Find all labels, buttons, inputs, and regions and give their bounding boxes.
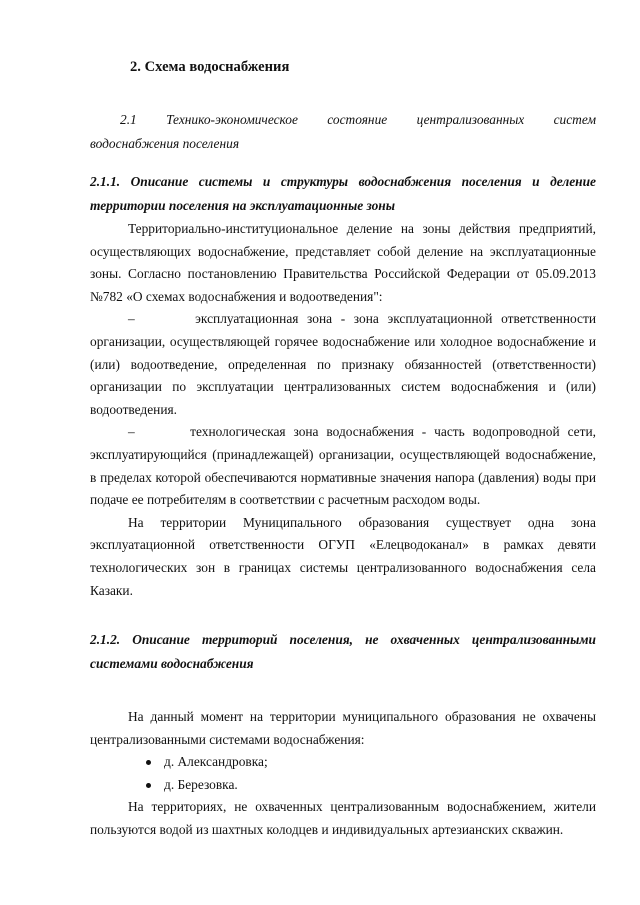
heading-section-2-1-1: 2.1.1. Описание системы и структуры водоснабжения поселения и деление территории поселения на эксплуатационные зоны xyxy=(90,174,596,213)
definition-technological-zone: – технологическая зона водоснабжения - часть водопроводной сети, эксплуатирующийся (принадлежащей) организации, осуществляющей водоснабжение, в пределах которой обеспечиваются нормативные значения напора (давления) воды при подаче ее потребителям в соответствии с расчетным расходом воды. xyxy=(90,424,596,508)
heading-section-2-1 xyxy=(90,108,596,156)
heading-water-supply-scheme: 2. Схема водоснабжения xyxy=(130,59,290,75)
document-page xyxy=(90,56,596,842)
heading-section-2-1-line2: водоснабжения поселения xyxy=(90,136,240,151)
uncovered-villages-list xyxy=(90,751,596,796)
definition-operational-zone: – эксплуатационная зона - зона эксплуатационной ответственности организации, осуществляющей горячее водоснабжение или холодное водоснабжение и (или) водоотведение, определенная по признаку обязанностей (ответственности) организации по эксплуатации централизованных систем водоснабжения и (или) водоотведения. xyxy=(90,311,596,417)
list-item xyxy=(146,751,596,774)
bullet-icon xyxy=(146,783,151,788)
heading-section-2-1-2: 2.1.2. Описание территорий поселения, не охваченных централизованными системами водоснабжения xyxy=(90,632,596,672)
heading-section-2-1-line1: 2.1 Технико-экономическое состояние централизованных систем xyxy=(120,112,596,127)
spacer xyxy=(90,676,596,706)
paragraph-not-covered-intro: На данный момент на территории муниципального образования не охвачены централизованными системами водоснабжения: xyxy=(90,709,596,747)
paragraph-zones-intro: Территориально-институциональное деление на зоны действия предприятий, осуществляющих водоснабжение, представляет собой деление на эксплуатационные зоны. Согласно постановлению Правительства Российской Федерации от 05.09.2013 №782 «О схемах водоснабжения и водоотведения": xyxy=(90,221,596,304)
list-item xyxy=(146,774,596,797)
bullet-icon xyxy=(146,760,151,765)
list-item-text: д. Александровка; xyxy=(164,754,268,770)
paragraph-operating-organization: На территории Муниципального образования существует одна зона эксплуатационной ответственности ОГУП «Елецводоканал» в рамках девяти технологических зон в границах системы централизованного водоснабжения села Казаки. xyxy=(90,514,596,598)
paragraph-wells: На территориях, не охваченных централизованным водоснабжением, жители пользуются водой из шахтных колодцев и индивидуальных артезианских скважин. xyxy=(90,799,596,838)
list-item-text: д. Березовка. xyxy=(164,776,238,792)
